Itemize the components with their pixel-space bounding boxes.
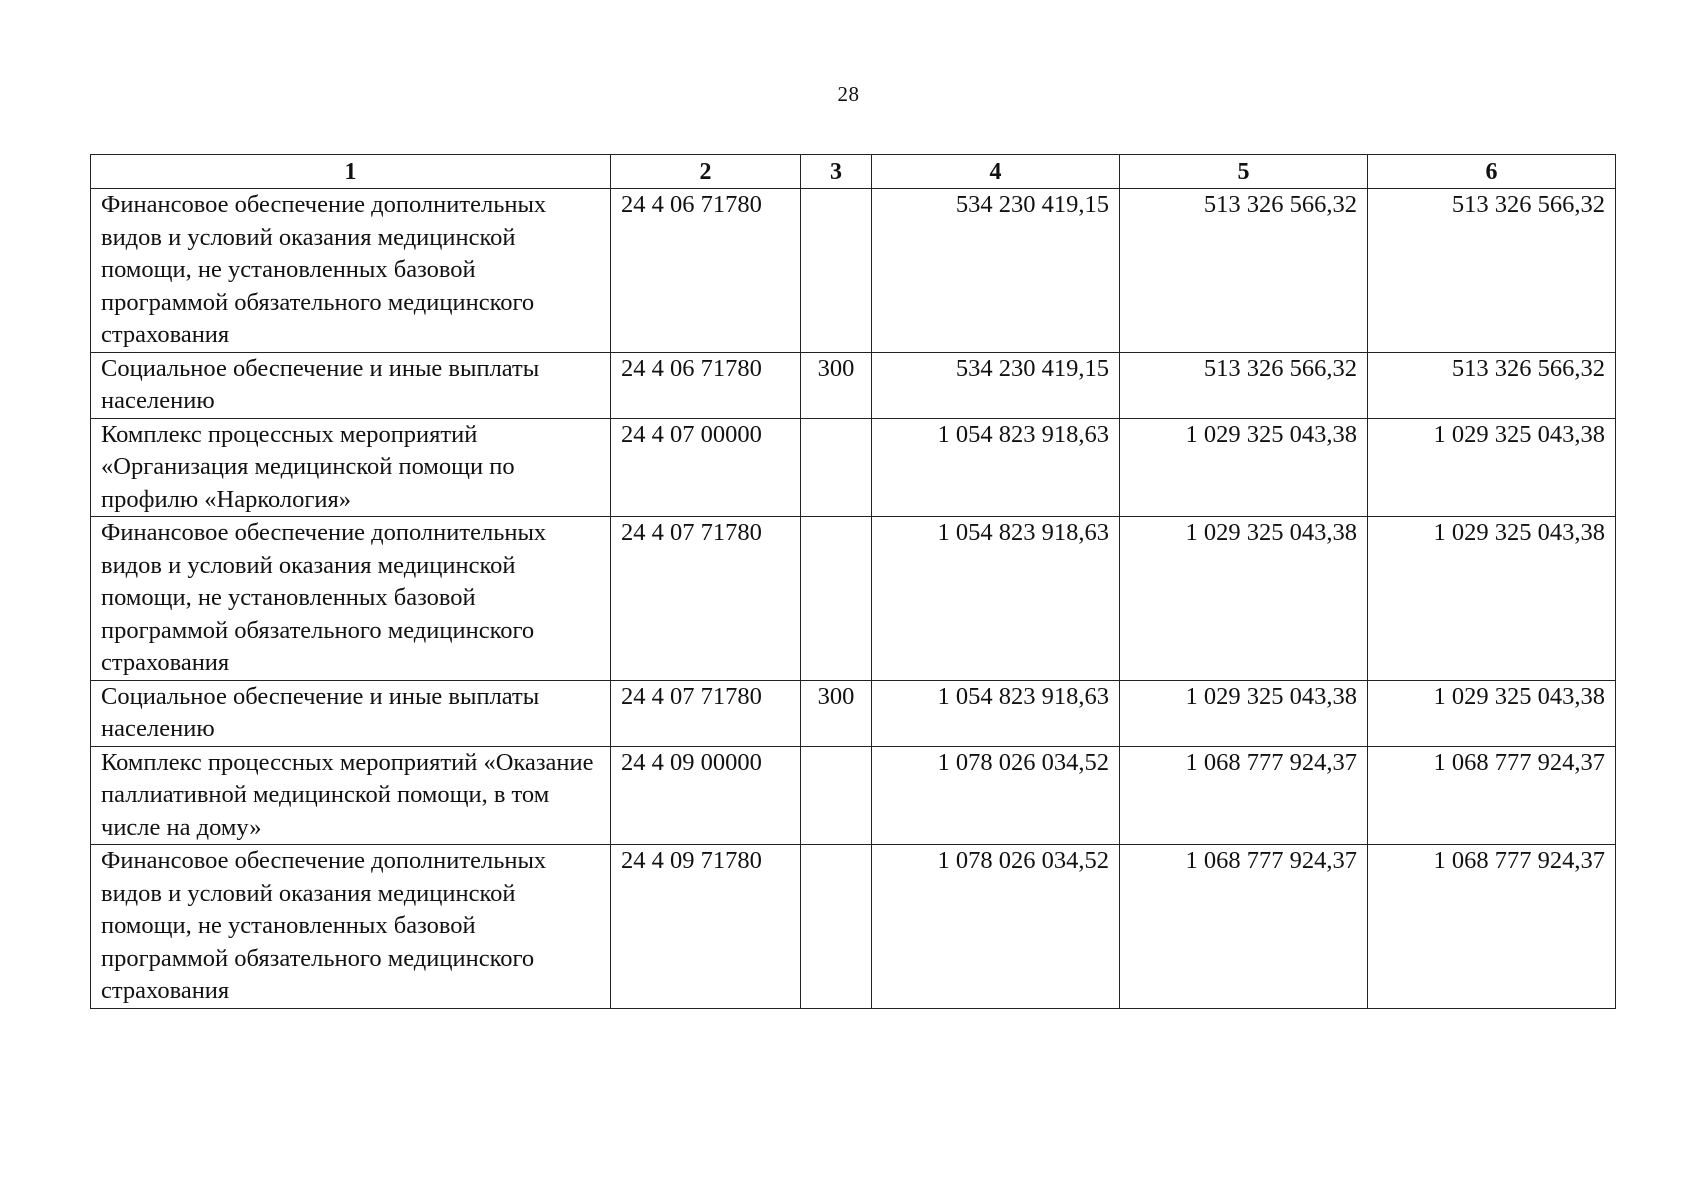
row-amount-col5: 1 029 325 043,38: [1120, 418, 1368, 517]
column-header-6: 6: [1368, 155, 1616, 189]
row-amount-col4: 534 230 419,15: [872, 189, 1120, 353]
row-amount-col4: 1 054 823 918,63: [872, 418, 1120, 517]
table-header: [91, 155, 1616, 189]
row-name: Финансовое обеспечение дополнительных видов и условий оказания медицинской помощи, не установленных базовой программой обязательного медицинского страхования: [91, 517, 611, 681]
table-row: [91, 680, 1616, 746]
row-amount-col5: 1 068 777 924,37: [1120, 845, 1368, 1009]
row-code: 24 4 06 71780: [611, 189, 801, 353]
row-amount-col4: 1 054 823 918,63: [872, 517, 1120, 681]
row-amount-col5: 1 029 325 043,38: [1120, 517, 1368, 681]
row-name: Социальное обеспечение и иные выплаты населению: [91, 352, 611, 418]
column-header-1: 1: [91, 155, 611, 189]
row-code: 24 4 07 00000: [611, 418, 801, 517]
column-header-3: 3: [801, 155, 872, 189]
row-amount-col6: 513 326 566,32: [1368, 189, 1616, 353]
row-name: Финансовое обеспечение дополнительных видов и условий оказания медицинской помощи, не установленных базовой программой обязательного медицинского страхования: [91, 845, 611, 1009]
row-name: Комплекс процессных мероприятий «Организация медицинской помощи по профилю «Наркология»: [91, 418, 611, 517]
table-row: [91, 845, 1616, 1009]
table-body: [91, 189, 1616, 1009]
column-header-4: 4: [872, 155, 1120, 189]
table-row: [91, 418, 1616, 517]
table-row: [91, 189, 1616, 353]
row-amount-col5: 1 029 325 043,38: [1120, 680, 1368, 746]
row-amount-col6: 1 029 325 043,38: [1368, 680, 1616, 746]
table-row: [91, 517, 1616, 681]
column-header-2: 2: [611, 155, 801, 189]
row-amount-col4: 1 054 823 918,63: [872, 680, 1120, 746]
row-code: 24 4 07 71780: [611, 517, 801, 681]
row-amount-col6: 513 326 566,32: [1368, 352, 1616, 418]
row-amount-col6: 1 029 325 043,38: [1368, 418, 1616, 517]
table-row: [91, 352, 1616, 418]
row-amount-col4: 1 078 026 034,52: [872, 845, 1120, 1009]
row-amount-col6: 1 029 325 043,38: [1368, 517, 1616, 681]
row-expense-type: [801, 517, 872, 681]
column-header-5: 5: [1120, 155, 1368, 189]
row-amount-col5: 1 068 777 924,37: [1120, 746, 1368, 845]
row-name: Комплекс процессных мероприятий «Оказание паллиативной медицинской помощи, в том числе на дому»: [91, 746, 611, 845]
row-amount-col5: 513 326 566,32: [1120, 189, 1368, 353]
row-amount-col6: 1 068 777 924,37: [1368, 746, 1616, 845]
row-code: 24 4 09 00000: [611, 746, 801, 845]
row-expense-type: 300: [801, 680, 872, 746]
row-expense-type: [801, 746, 872, 845]
row-expense-type: 300: [801, 352, 872, 418]
row-code: 24 4 07 71780: [611, 680, 801, 746]
budget-table: [90, 154, 1616, 1009]
row-code: 24 4 09 71780: [611, 845, 801, 1009]
row-amount-col5: 513 326 566,32: [1120, 352, 1368, 418]
page-number: 28: [837, 82, 860, 106]
row-amount-col4: 534 230 419,15: [872, 352, 1120, 418]
row-name: Социальное обеспечение и иные выплаты населению: [91, 680, 611, 746]
row-amount-col6: 1 068 777 924,37: [1368, 845, 1616, 1009]
row-expense-type: [801, 845, 872, 1009]
header-row: [91, 155, 1616, 189]
row-name: Финансовое обеспечение дополнительных видов и условий оказания медицинской помощи, не установленных базовой программой обязательного медицинского страхования: [91, 189, 611, 353]
row-code: 24 4 06 71780: [611, 352, 801, 418]
table-row: [91, 746, 1616, 845]
row-amount-col4: 1 078 026 034,52: [872, 746, 1120, 845]
row-expense-type: [801, 189, 872, 353]
row-expense-type: [801, 418, 872, 517]
